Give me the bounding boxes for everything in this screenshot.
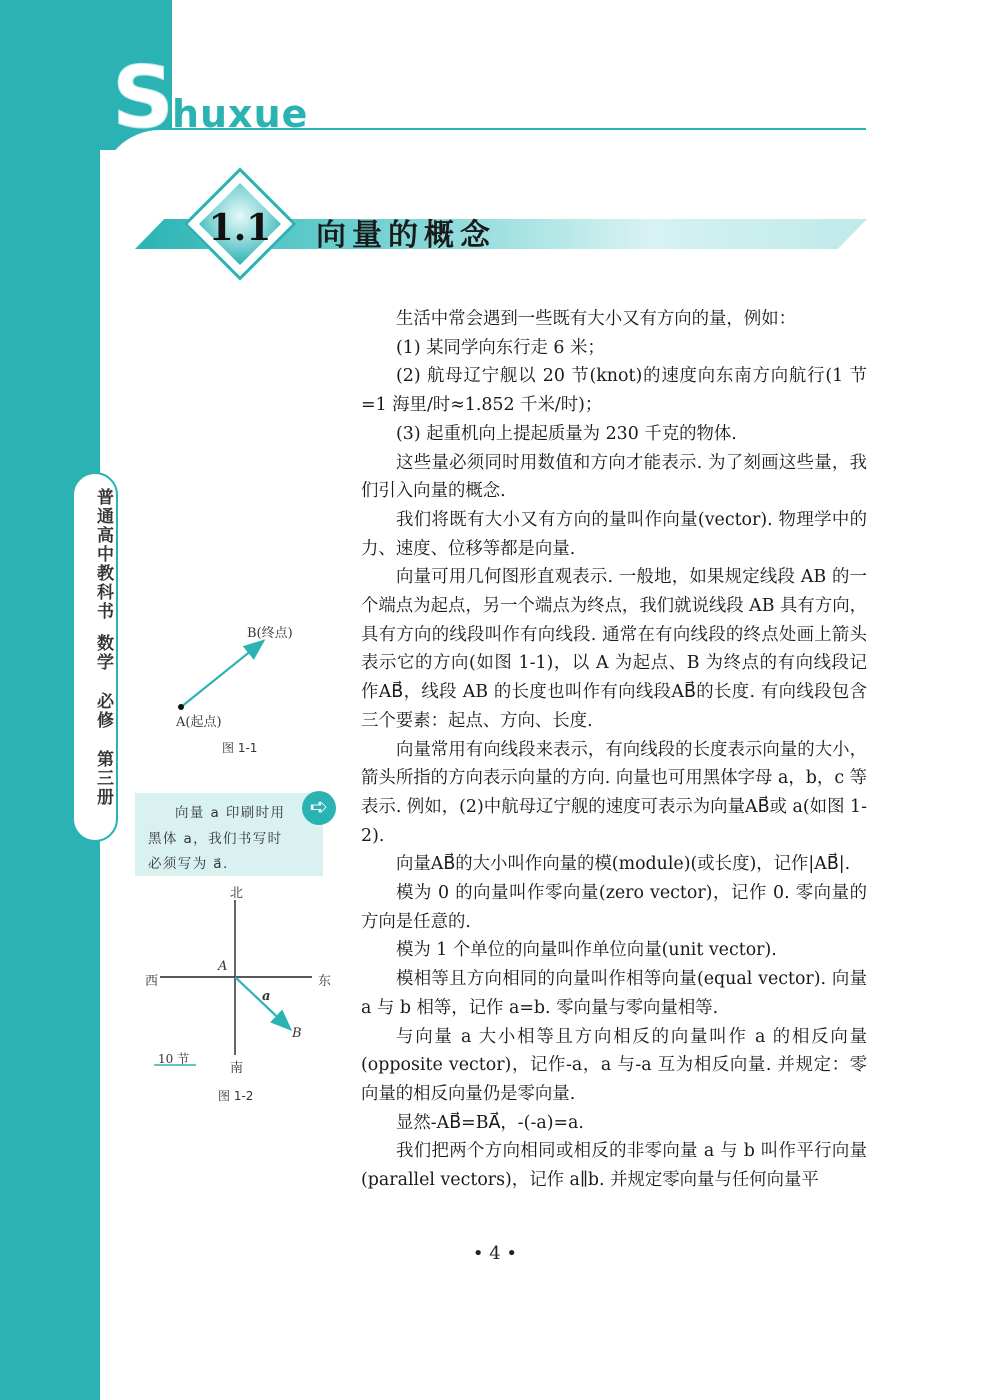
note-line-3: 必须写为 a⃗. xyxy=(148,856,229,872)
vector-ab-segment xyxy=(181,642,262,707)
figure-1-1-label-b: B(终点) xyxy=(247,626,293,641)
page-number: • 4 • xyxy=(472,1243,518,1264)
figure-1-2-point-b: B xyxy=(292,1026,302,1041)
compass-north: 北 xyxy=(230,886,244,901)
body-paragraph: 向量常用有向线段来表示，有向线段的长度表示向量的大小，箭头所指的方向表示向量的方向. 向量也可用黑体字母 a，b，c 等表示. 例如，(2)中航母辽宁舰的速度可表示为向量AB⃗或 a(如图 1-2). xyxy=(361,739,867,846)
note-arrow-icon: ➪ xyxy=(302,791,336,825)
body-text xyxy=(361,305,867,1195)
book-series-tab xyxy=(72,472,118,842)
compass-east: 东 xyxy=(318,974,332,989)
body-paragraph: 向量可用几何图形直观表示. 一般地，如果规定线段 AB 的一个端点为起点，另一个端点为终点，我们就说线段 AB 具有方向，具有方向的线段叫作有向线段. 通常在有向线段的终点处画上箭头表示它的方向(如图 1-1)，以 A 为起点、B 为终点的有向线段记作AB⃗，线段 AB 的长度也叫作有向线段AB⃗的长度. 有向线段包含三个要素：起点、方向、长度. xyxy=(361,567,867,731)
body-paragraph: 我们将既有大小又有方向的量叫作向量(vector). 物理学中的力、速度、位移等都是向量. xyxy=(361,509,867,559)
body-paragraph: 这些量必须同时用数值和方向才能表示. 为了刻画这些量，我们引入向量的概念. xyxy=(361,452,867,502)
body-paragraph: (2) 航母辽宁舰以 20 节(knot)的速度向东南方向航行(1 节=1 海里/时≈1.852 千米/时)； xyxy=(361,366,867,416)
body-paragraph: (1) 某同学向东行走 6 米； xyxy=(396,337,605,358)
compass-south: 南 xyxy=(230,1061,244,1076)
body-paragraph: 与向量 a 大小相等且方向相反的向量叫作 a 的相反向量(opposite vector)，记作-a，a 与-a 互为相反向量. 并规定：零向量的相反向量仍是零向量. xyxy=(361,1026,867,1104)
compass-west: 西 xyxy=(145,974,159,989)
body-paragraph: 我们把两个方向相同或相反的非零向量 a 与 b 叫作平行向量(parallel vectors)，记作 a∥b. 并规定零向量与任何向量平 xyxy=(361,1141,867,1191)
note-line-1: 向量 a 印刷时用 xyxy=(175,805,286,821)
figure-1-1-label-a: A(起点) xyxy=(176,715,222,730)
section-title: 向量的概念 xyxy=(316,218,496,253)
side-label-type: 必修 xyxy=(93,692,113,730)
side-label-subject: 数学 xyxy=(93,634,113,672)
figure-1-2-caption: 图 1-2 xyxy=(218,1089,254,1103)
body-paragraph: 模相等且方向相同的向量叫作相等向量(equal vector). 向量 a 与 b 相等，记作 a=b. 零向量与零向量相等. xyxy=(361,969,867,1018)
side-label-volume: 第三册 xyxy=(93,750,113,807)
logo-rest: huxue xyxy=(171,92,309,136)
side-label-series: 普通高中教科书 xyxy=(93,488,113,621)
body-paragraph: 模为 0 的向量叫作零向量(zero vector)，记作 0. 零向量的方向是任意的. xyxy=(361,883,867,932)
body-paragraph: 模为 1 个单位的向量叫作单位向量(unit vector). xyxy=(396,940,777,961)
note-line-2: 黑体 a，我们书写时 xyxy=(148,831,283,847)
point-a-dot xyxy=(178,704,184,710)
figure-1-2-vector-label: a xyxy=(262,989,271,1004)
body-paragraph: 生活中常会遇到一些既有大小又有方向的量，例如： xyxy=(396,309,796,329)
logo-initial: S xyxy=(112,48,172,148)
body-paragraph: (3) 起重机向上提起质量为 230 千克的物体. xyxy=(396,423,737,444)
subject-logo xyxy=(112,48,309,148)
figure-1-2-diagram xyxy=(150,895,320,1075)
figure-1-2-scale-label: 10 节 xyxy=(158,1052,190,1066)
body-paragraph: 向量AB⃗的大小叫作向量的模(module)(或长度)，记作|AB⃗|. xyxy=(396,854,851,875)
figure-1-2-point-a: A xyxy=(218,959,228,974)
section-number: 1.1 xyxy=(208,207,272,249)
figure-1-1-caption: 图 1-1 xyxy=(222,741,258,755)
body-paragraph: 显然-AB⃗=BA⃗，-(-a)=a. xyxy=(396,1112,584,1133)
